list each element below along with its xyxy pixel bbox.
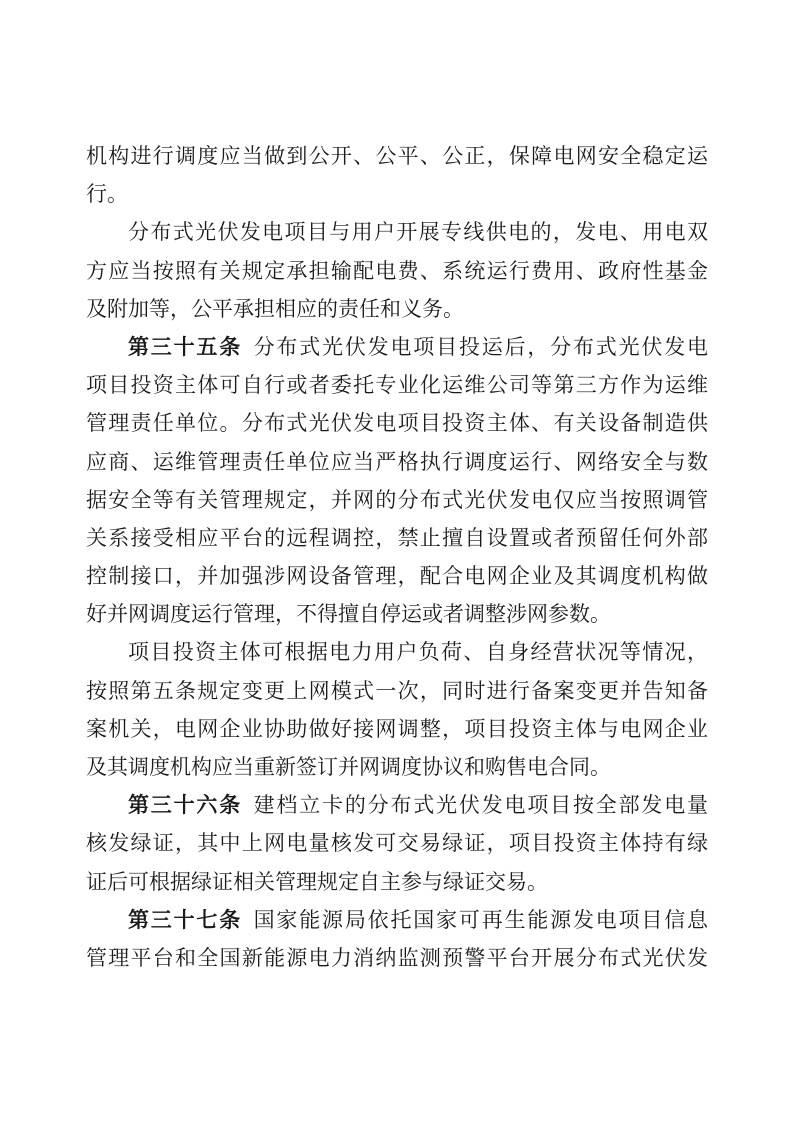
line-text: 及其调度机构应当重新签订并网调度协议和购售电合同。	[86, 755, 611, 779]
text-line	[86, 863, 708, 901]
line-text: 案机关，电网企业协助做好接网调整，项目投资主体与电网企业	[86, 716, 708, 741]
text-line	[86, 328, 708, 366]
text-line	[86, 595, 708, 633]
line-text: 项目投资主体可根据电力用户负荷、自身经营状况等情况，	[128, 640, 708, 665]
line-text: 建档立卡的分布式光伏发电项目按全部发电量	[253, 793, 709, 818]
text-line	[86, 443, 708, 481]
text-line	[86, 633, 708, 671]
text-line	[86, 748, 708, 786]
line-text: 及附加等，公平承担相应的责任和义务。	[86, 296, 464, 321]
line-text: 好并网调度运行管理，不得擅自停运或者调整涉网参数。	[86, 602, 611, 627]
text-line	[86, 290, 708, 328]
text-line	[86, 137, 708, 175]
line-text: 应商、运维管理责任单位应当严格执行调度运行、网络安全与数	[86, 449, 708, 474]
section-number: 第三十七条	[128, 907, 243, 932]
line-text: 行。	[86, 182, 128, 207]
section-number: 第三十六条	[128, 793, 243, 818]
text-line	[86, 557, 708, 595]
line-text: 分布式光伏发电项目投运后，分布式光伏发电	[253, 334, 709, 359]
text-line	[86, 366, 708, 404]
text-line	[86, 939, 708, 977]
text-line	[86, 710, 708, 748]
line-text: 分布式光伏发电项目与用户开展专线供电的，发电、用电双	[128, 220, 708, 245]
text-line	[86, 519, 708, 557]
text-line	[86, 481, 708, 519]
text-line	[86, 672, 708, 710]
line-text: 控制接口，并加强涉网设备管理，配合电网企业及其调度机构做	[86, 564, 708, 589]
line-text: 管理平台和全国新能源电力消纳监测预警平台开展分布式光伏发	[86, 945, 708, 970]
text-line	[86, 824, 708, 862]
line-text: 国家能源局依托国家可再生能源发电项目信息	[253, 907, 709, 932]
line-text: 据安全等有关管理规定，并网的分布式光伏发电仅应当按照调管	[86, 487, 708, 512]
text-line	[86, 901, 708, 939]
text-line	[86, 786, 708, 824]
text-line	[86, 252, 708, 290]
line-text: 方应当按照有关规定承担输配电费、系统运行费用、政府性基金	[86, 258, 708, 283]
line-text: 按照第五条规定变更上网模式一次，同时进行备案变更并告知备	[86, 678, 708, 703]
line-text: 关系接受相应平台的远程调控，禁止擅自设置或者预留任何外部	[86, 525, 708, 550]
line-text: 核发绿证，其中上网电量核发可交易绿证，项目投资主体持有绿	[86, 831, 708, 856]
line-text: 项目投资主体可自行或者委托专业化运维公司等第三方作为运维	[86, 373, 708, 398]
text-line	[86, 404, 708, 442]
line-text: 机构进行调度应当做到公开、公平、公正，保障电网安全稳定运	[86, 144, 708, 168]
text-line	[86, 213, 708, 251]
line-text: 管理责任单位。分布式光伏发电项目投资主体、有关设备制造供	[86, 411, 708, 436]
line-text: 证后可根据绿证相关管理规定自主参与绿证交易。	[86, 869, 548, 894]
text-line	[86, 175, 708, 213]
document-text-block	[86, 137, 708, 977]
section-number: 第三十五条	[128, 334, 243, 359]
